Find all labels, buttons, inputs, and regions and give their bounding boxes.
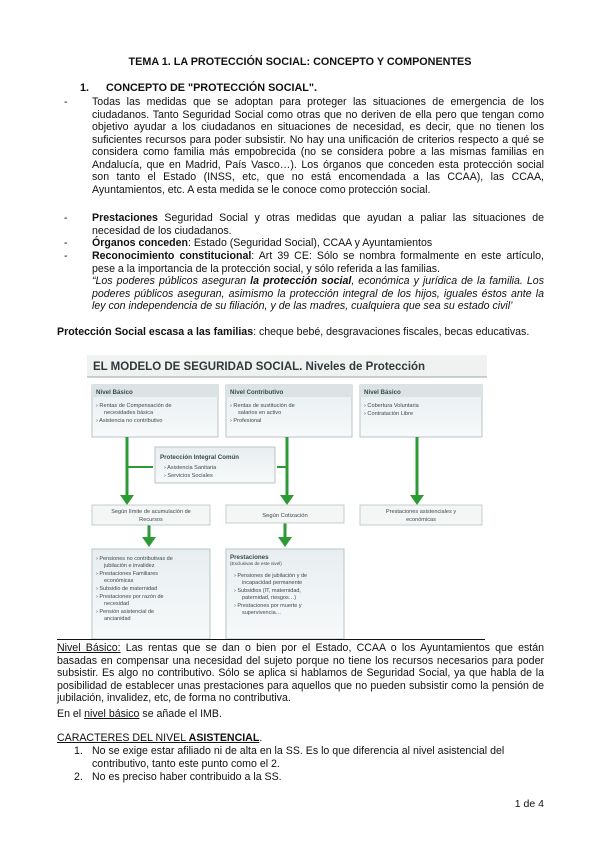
svg-text:› Cobertura Voluntaria: › Cobertura Voluntaria (364, 403, 419, 409)
svg-text:Nivel Contributivo: Nivel Contributivo (230, 389, 284, 396)
diagram-title: EL MODELO DE SEGURIDAD SOCIAL. Niveles de Protección (93, 361, 426, 373)
nivel-basico-text: Las rentas que se dan o bien por el Estado, CCAA o los Ayuntamientos que están basadas en compensar una necesidad del sujeto porque no tiene los recursos necesarios para poder subsistir. Es algo no contributivo. Sólo se aplica si hablamos de Seguridad Social, ya que habla de la posibilidad de establecer unas prestaciones para aquellos que no pueden subsistir como la pensión de jubilación, invalidez, etc, de forma no contributiva. (57, 642, 544, 704)
svg-text:› Pensiones no contributivas d: › Pensiones no contributivas de (96, 556, 173, 562)
svg-text:› Prestaciones por muerte y: › Prestaciones por muerte y (234, 603, 302, 609)
proteccion-escasa-paragraph (57, 326, 544, 339)
svg-text:económicas: económicas (104, 578, 134, 584)
svg-text:supervivencia…: supervivencia… (242, 610, 282, 616)
svg-text:necesidades básica: necesidades básica (104, 410, 154, 416)
bullet-definition (64, 96, 544, 196)
svg-text:Nivel Básico: Nivel Básico (364, 389, 401, 396)
svg-text:Recursos: Recursos (139, 517, 163, 523)
seguridad-social-diagram (87, 355, 487, 639)
svg-text:› Prestaciones por razón de: › Prestaciones por razón de (96, 594, 164, 600)
box-prestaciones-no-contributivas (92, 549, 210, 639)
imb-link: nivel básico (84, 708, 140, 720)
svg-text:Según límite de acumulación de: Según límite de acumulación de (111, 509, 191, 515)
svg-text:(Exclusivas de este nivel): (Exclusivas de este nivel) (230, 561, 282, 566)
svg-text:› Profesional: › Profesional (230, 418, 262, 424)
bullet-text: Todas las medidas que se adoptan para proteger las situaciones de emergencia de los ciudadanos. Tanto Seguridad Social como otras que no deriven de ella pero que tengan como objetivo ayudar a los ciudadanos en situaciones de necesidad, es decir, que no tienen los suficientes recursos para poder subsistir. No hay una unificación de criterios respecto a qué se considera como familia más empobrecida (no se considera pobre a las mismas familias en Andalucía, que en Madrid, País Vasco…). Los órganos que conceden esta protección social son tanto el Estado (INSS, etc, que no está encomendada a las CCAA), las CCAA, Ayuntamientos, etc. A esta medida se le conoce como protección social. (92, 96, 544, 196)
svg-text:Nivel Básico: Nivel Básico (96, 389, 133, 396)
page-number: 1 de 4 (514, 798, 544, 810)
section-heading (80, 82, 317, 95)
section-heading-text: CONCEPTO DE "PROTECCIÓN SOCIAL". (106, 82, 317, 94)
item-number: 1. (74, 745, 83, 757)
box-prestaciones-asistenciales (360, 505, 482, 525)
item-text: No se exige estar afiliado ni de alta en la SS. Es lo que diferencia al nivel asistencial del contributivo, tanto este punto como el 2. (92, 745, 505, 770)
bullet-dash: - (64, 96, 68, 108)
paragraph-term: Protección Social escasa a las familias (57, 326, 254, 338)
svg-text:› Servicios Sociales: › Servicios Sociales (164, 473, 213, 479)
document-title: TEMA 1. LA PROTECCIÓN SOCIAL: CONCEPTO Y COMPONENTES (128, 56, 472, 68)
bullet-text (92, 237, 544, 250)
imb-pre: En el (57, 708, 85, 720)
box-prestaciones-contributivas (226, 549, 344, 639)
quote-part1: “Los poderes públicos aseguran (92, 275, 251, 287)
svg-text:› Rentas de Compensación de: › Rentas de Compensación de (96, 403, 172, 409)
svg-text:› Prestaciones Familiares: › Prestaciones Familiares (96, 571, 159, 577)
caracteres-heading (57, 732, 544, 745)
svg-text:› Subsidios (IT, maternidad,: › Subsidios (IT, maternidad, (234, 588, 301, 594)
bullet-dash: - (64, 250, 68, 262)
bullet-organos (64, 237, 544, 250)
caracteres-heading-bold: ASISTENCIAL (188, 732, 260, 744)
svg-text:› Pensión asistencial de: › Pensión asistencial de (96, 609, 155, 615)
svg-text:› Asistencia no contributivo: › Asistencia no contributivo (96, 418, 163, 424)
item-number: 2. (74, 771, 83, 783)
constitutional-quote (92, 275, 544, 313)
box-nivel-complementario (360, 385, 482, 437)
box-limite-recursos (92, 505, 210, 525)
imb-line (57, 708, 544, 721)
bullet-prestaciones (64, 212, 544, 237)
caracteres-item-2 (74, 771, 544, 784)
quote-part2: , económica y jurídica de la familia. Los poderes públicos aseguran, asimismo la protección integral de los hijos, iguales éstos ante la ley con independencia de su filiación, y de las madres, cualquiera que sea su estado civil’ (92, 275, 544, 312)
svg-text:paternidad, riesgos…): paternidad, riesgos…) (242, 595, 297, 601)
svg-text:Prestaciones asistenciales y: Prestaciones asistenciales y (385, 509, 457, 515)
diagram-divider (57, 639, 485, 640)
bullet-text (92, 212, 544, 237)
box-nivel-contributivo (226, 385, 352, 437)
bullet-term: Órganos conceden (92, 237, 188, 249)
caracteres-heading-pre: CARACTERES DEL NIVEL (57, 732, 189, 744)
svg-text:› Subsidio de maternidad: › Subsidio de maternidad (96, 586, 158, 592)
svg-text:Protección Integral Común: Protección Integral Común (160, 454, 240, 461)
bullet-body: Seguridad Social y otras medidas que ayudan a paliar las situaciones de necesidad de los ciudadanos. (92, 212, 544, 237)
svg-text:incapacidad permanente: incapacidad permanente (242, 580, 303, 586)
svg-text:› Asistencia Sanitaria: › Asistencia Sanitaria (164, 465, 217, 471)
svg-text:Según Cotización: Según Cotización (262, 513, 308, 519)
svg-text:necesidad: necesidad (104, 601, 130, 607)
bullet-body: : Art 39 CE: Sólo se nombra formalmente en este artículo, pese a la importancia de la protección social, y sólo referida a las familias. (92, 250, 544, 275)
box-proteccion-comun (155, 447, 275, 483)
bullet-term: Reconocimiento constitucional (92, 250, 252, 262)
box-segun-cotizacion (226, 505, 344, 523)
item-text: No es preciso haber contribuido a la SS. (92, 771, 282, 783)
caracteres-heading-post: . (259, 732, 263, 744)
bullet-dash: - (64, 212, 68, 224)
svg-text:› Pensiones de jubilación y de: › Pensiones de jubilación y de (234, 573, 308, 579)
bullet-body: : Estado (Seguridad Social), CCAA y Ayuntamientos (187, 237, 433, 249)
svg-text:económicas: económicas (406, 517, 436, 523)
svg-text:salarios en activo: salarios en activo (238, 410, 282, 416)
nivel-basico-label: Nivel Básico: (57, 642, 121, 654)
svg-text:ancianidad: ancianidad (104, 616, 131, 622)
paragraph-text: : cheque bebé, desgravaciones fiscales, becas educativas. (253, 326, 530, 338)
svg-text:› Contratación Libre: › Contratación Libre (364, 411, 414, 417)
svg-text:› Rentas de sustitución de: › Rentas de sustitución de (230, 403, 295, 409)
imb-post: se añade el IMB. (139, 708, 222, 720)
box-nivel-basico (92, 385, 218, 437)
section-number: 1. (80, 82, 90, 94)
nivel-basico-paragraph (57, 642, 544, 705)
svg-text:Prestaciones: Prestaciones (230, 554, 269, 561)
svg-text:jubilación e invalidez: jubilación e invalidez (104, 563, 155, 569)
caracteres-item-1 (74, 745, 544, 770)
bullet-reconocimiento (64, 250, 544, 275)
bullet-term: Prestaciones (92, 212, 158, 224)
bullet-dash: - (64, 237, 68, 249)
bullet-text (92, 250, 544, 275)
quote-bold: la protección social (250, 275, 352, 287)
